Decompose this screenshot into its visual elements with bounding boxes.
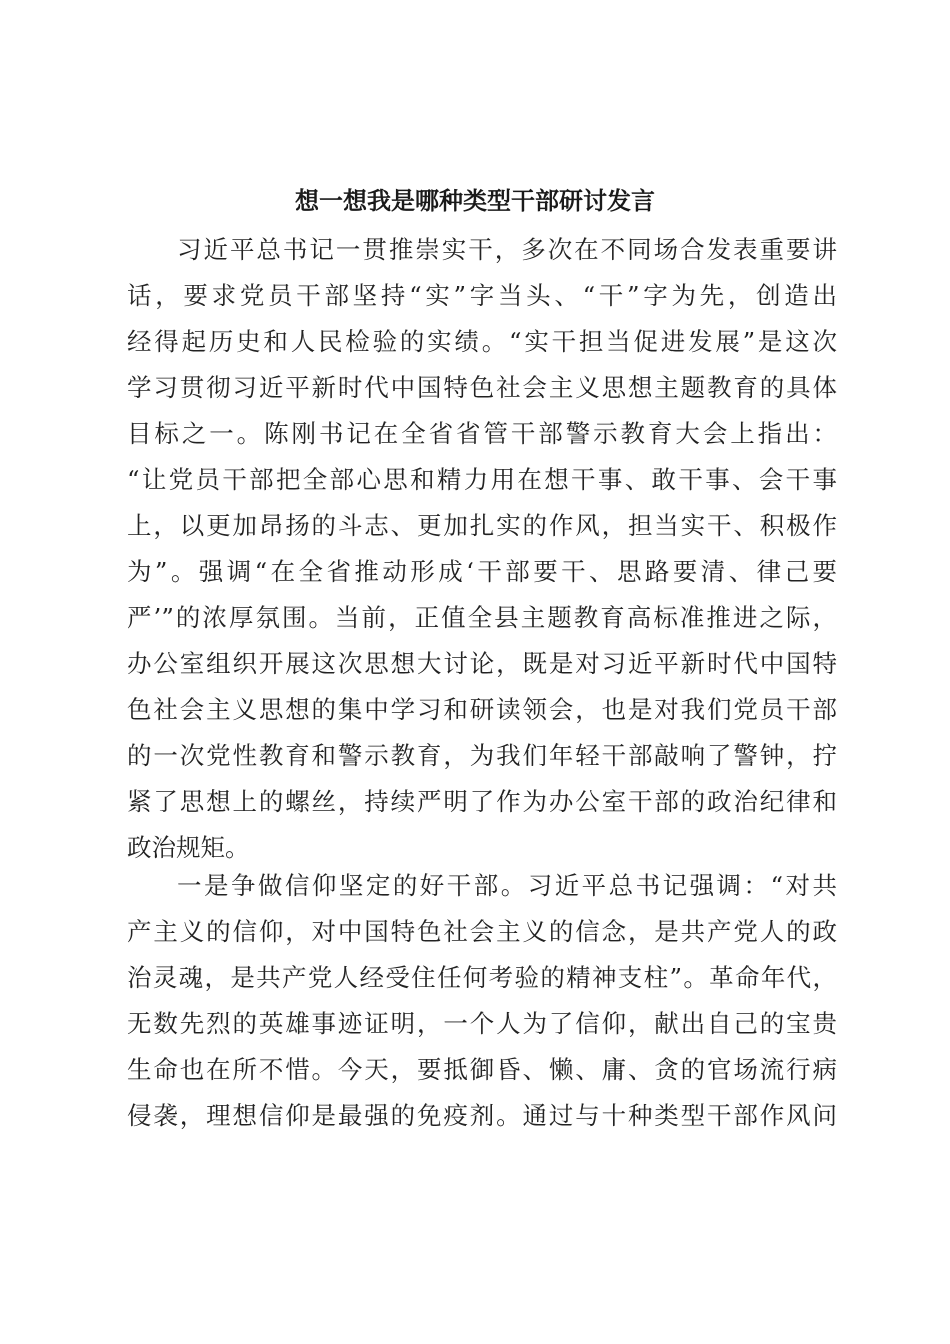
text-line: “让党员干部把全部心思和精力用在想干事、敢干事、会干事 xyxy=(127,465,837,494)
paragraph-intro xyxy=(127,227,837,871)
text-line: 色社会主义思想的集中学习和研读领会，也是对我们党员干部 xyxy=(127,695,837,724)
text-line: 经得起历史和人民检验的实绩。“实干担当促进发展”是这次 xyxy=(127,327,837,356)
text-line: 目标之一。陈刚书记在全省省管干部警示教育大会上指出： xyxy=(127,419,837,448)
text-line: 的一次党性教育和警示教育，为我们年轻干部敲响了警钟，拧 xyxy=(127,741,837,770)
text-line: 紧了思想上的螺丝，持续严明了作为办公室干部的政治纪律和 xyxy=(127,787,837,816)
text-line: 政治规矩。 xyxy=(127,833,250,862)
text-line: 治灵魂，是共产党人经受住任何考验的精神支柱”。革命年代， xyxy=(127,963,837,992)
text-line: 为”。强调“在全省推动形成‘干部要干、思路要清、律己要 xyxy=(127,557,837,586)
paragraph-point-one xyxy=(127,863,837,1139)
text-line: 学习贯彻习近平新时代中国特色社会主义思想主题教育的具体 xyxy=(127,373,837,402)
text-line: 上，以更加昂扬的斗志、更加扎实的作风，担当实干、积极作 xyxy=(127,511,837,540)
text-line: 生命也在所不惜。今天，要抵御昏、懒、庸、贪的官场流行病 xyxy=(127,1055,837,1084)
text-line: 侵袭，理想信仰是最强的免疫剂。通过与十种类型干部作风问 xyxy=(127,1101,837,1130)
document-title: 想一想我是哪种类型干部研讨发言 xyxy=(295,186,655,215)
text-line: 话，要求党员干部坚持“实”字当头、“干”字为先，创造出 xyxy=(127,281,837,310)
text-line: 办公室组织开展这次思想大讨论，既是对习近平新时代中国特 xyxy=(127,649,837,678)
text-line: 无数先烈的英雄事迹证明，一个人为了信仰，献出自己的宝贵 xyxy=(127,1009,837,1038)
text-line: 产主义的信仰，对中国特色社会主义的信念，是共产党人的政 xyxy=(127,917,837,946)
text-line: 一是争做信仰坚定的好干部。习近平总书记强调：“对共 xyxy=(177,871,837,900)
text-line: 习近平总书记一贯推崇实干，多次在不同场合发表重要讲 xyxy=(177,235,837,264)
text-line: 严’”的浓厚氛围。当前，正值全县主题教育高标准推进之际， xyxy=(127,603,837,632)
